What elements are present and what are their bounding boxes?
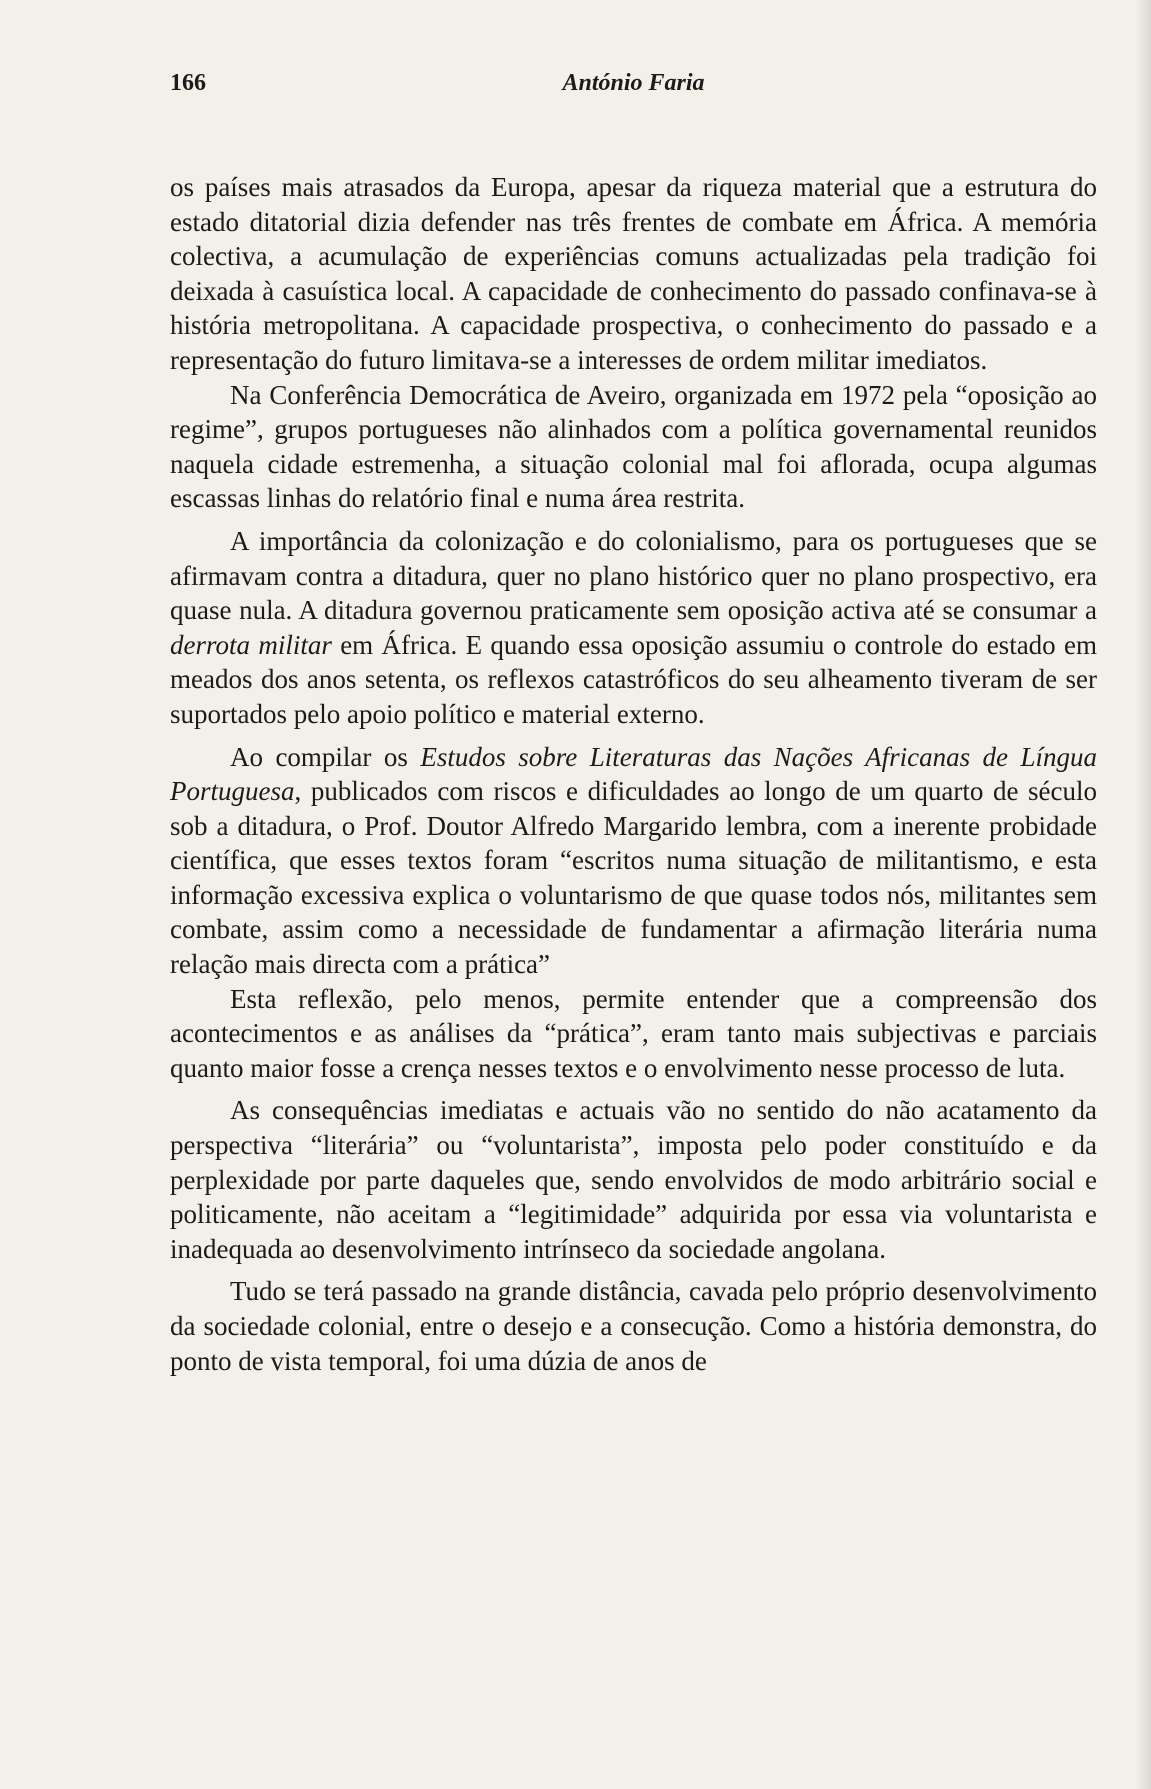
- running-head-author: António Faria: [562, 70, 705, 96]
- paragraph-3: [170, 524, 1097, 732]
- paragraph-1: os países mais atrasados da Europa, apesar da riqueza material que a estrutura do estado ditatorial dizia defender nas três frentes de combate em África. A memória colectiva, a acumulação de experiências comuns actualizadas pela tradição foi deixada à casuística local. A capacidade de conhecimento do passado confinava-se à história metropolitana. A capacidade prospectiva, o conhecimento do passado e a representação do futuro limitava-se a interesses de ordem militar imediatos.: [170, 172, 1097, 375]
- paragraph-4-book-title: Estudos sobre Literaturas das Nações Africanas de Língua Portuguesa: [170, 741, 1097, 807]
- paragraph-4: [170, 740, 1097, 982]
- paragraph-5: Esta reflexão, pelo menos, permite entender que a compreensão dos acontecimentos e as análises da “prática”, eram tanto mais subjectivas e parciais quanto maior fosse a crença nesses textos e o envolvimento nesse processo de luta.: [170, 983, 1097, 1083]
- paragraph-3-text-before: A importância da colonização e do colonialismo, para os portugueses que se afirmavam contra a ditadura, quer no plano histórico quer no plano prospectivo, era quase nula. A ditadura governou praticamente sem oposição activa até se consumar a: [170, 525, 1097, 626]
- paragraph-6: As consequências imediatas e actuais vão no sentido do não acatamento da perspectiva “literária” ou “voluntarista”, imposta pelo poder constituído e da perplexidade por parte daqueles que, sendo envolvidos de modo arbitrário social e politicamente, não aceitam a “legitimidade” adquirida por essa via voluntarista e inadequada ao desenvolvimento intrínseco da sociedade angolana.: [170, 1095, 1097, 1264]
- paragraph-3-emphasis: derrota militar: [170, 629, 332, 660]
- paragraph-4-text-after: , publicados com riscos e dificuldades ao longo de um quarto de século sob a ditadura, o Prof. Doutor Alfredo Margarido lembra, com a inerente probidade científica, que esses textos foram “escritos numa situação de militantismo, e esta informação excessiva explica o voluntarismo de que quase todos nós, militantes sem combate, assim como a necessidade de fundamentar a afirmação literária numa relação mais directa com a prática”: [170, 776, 1097, 980]
- paragraph-7: Tudo se terá passado na grande distância, cavada pelo próprio desenvolvimento da sociedade colonial, entre o desejo e a consecução. Como a história demonstra, do ponto de vista temporal, foi uma dúzia de anos de: [170, 1276, 1097, 1376]
- body-text: [170, 170, 1097, 1378]
- page-header: [170, 70, 1097, 106]
- page-number: 166: [170, 70, 206, 96]
- paragraph-4-text-before: Ao compilar os: [230, 741, 421, 772]
- paragraph-2: Na Conferência Democrática de Aveiro, organizada em 1972 pela “oposição ao regime”, grupos portugueses não alinhados com a política governamental reunidos naquela cidade estremenha, a situação colonial mal foi aflorada, ocupa algumas escassas linhas do relatório final e numa área restrita.: [170, 379, 1097, 514]
- paragraph-3-text-after: em África. E quando essa oposição assumiu o controle do estado em meados dos anos setenta, os reflexos catastróficos do seu alheamento tiveram de ser suportados pelo apoio político e material externo.: [170, 629, 1098, 729]
